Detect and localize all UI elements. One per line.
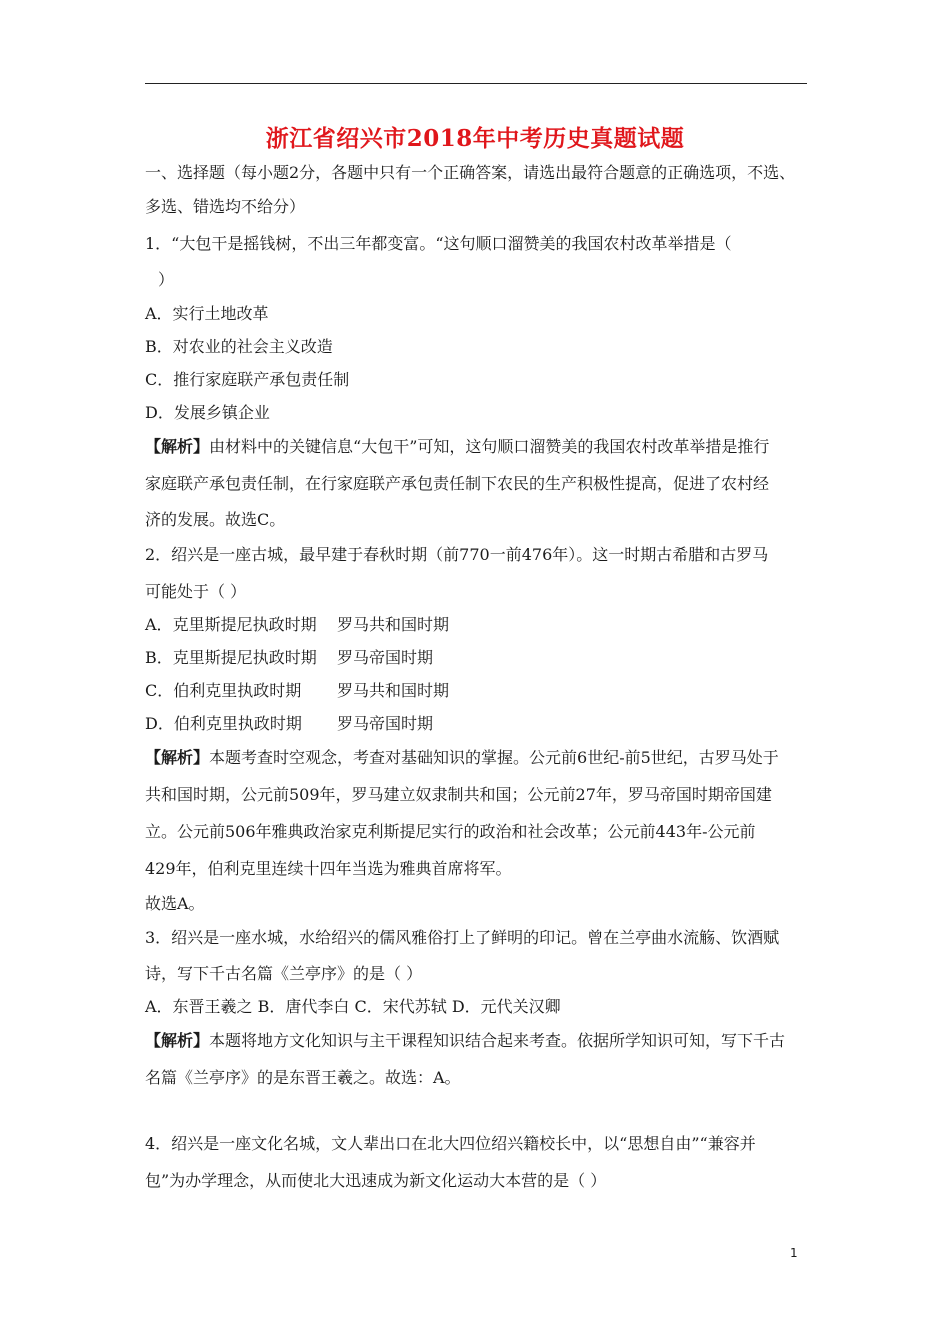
- q3-options: A．东晋王羲之 B．唐代李白 C．宋代苏轼 D．元代关汉卿: [145, 997, 561, 1016]
- q4-stem-line-1: 4．绍兴是一座文化名城，文人辈出口在北大四位绍兴籍校长中，以“思想自由”“兼容并: [145, 1134, 756, 1153]
- header-rule: [145, 83, 807, 84]
- q1-option-d: D．发展乡镇企业: [145, 403, 270, 422]
- q2-option-d: D．伯利克里执政时期 罗马帝国时期: [145, 714, 434, 733]
- q2-analysis-line-2: 共和国时期，公元前509年，罗马建立奴隶制共和国；公元前27年，罗马帝国时期帝国建: [145, 785, 772, 804]
- q1-analysis-line-1: [145, 437, 769, 457]
- q2-analysis-line-1: [145, 748, 779, 768]
- q4-stem-line-2: 包”为办学理念，从而使北大迅速成为新文化运动大本营的是（ ）: [145, 1171, 607, 1190]
- q3-stem-line-2: 诗，写下千古名篇《兰亭序》的是（ ）: [145, 964, 423, 983]
- q1-option-b: B．对农业的社会主义改造: [145, 337, 333, 356]
- document-title: 浙江省绍兴市2018年中考历史真题试题: [265, 125, 685, 152]
- q3-analysis-tag: 【解析】: [145, 1031, 210, 1050]
- q2-analysis-line-4: 429年，伯利克里连续十四年当选为雅典首席将军。: [145, 859, 512, 878]
- page-number: 1: [790, 1246, 798, 1260]
- q1-analysis-tag: 【解析】: [145, 437, 210, 456]
- q1-analysis-text-1: 由材料中的关键信息“大包干”可知，这句顺口溜赞美的我国农村改革举措是推行: [209, 437, 770, 456]
- q3-stem-line-1: 3．绍兴是一座水城，水给绍兴的儒风雅俗打上了鲜明的印记。曾在兰亭曲水流觞、饮酒赋: [145, 928, 780, 947]
- q1-analysis-line-2: 家庭联产承包责任制，在行家庭联产承包责任制下农民的生产积极性提高，促进了农村经: [145, 474, 770, 493]
- q2-analysis-tag: 【解析】: [145, 748, 210, 767]
- q2-option-b: B．克里斯提尼执政时期 罗马帝国时期: [145, 648, 434, 667]
- q2-option-a: A．克里斯提尼执政时期 罗马共和国时期: [145, 615, 450, 634]
- q3-analysis-text-1: 本题将地方文化知识与主干课程知识结合起来考查。依据所学知识可知，写下千古: [209, 1031, 786, 1050]
- section-header-line-1: 一、选择题（每小题2分，各题中只有一个正确答案，请选出最符合题意的正确选项，不选、: [145, 163, 796, 182]
- q1-option-c: C．推行家庭联产承包责任制: [145, 370, 350, 389]
- section-header-line-2: 多选、错选均不给分）: [145, 197, 306, 216]
- q2-analysis-text-1: 本题考查时空观念，考查对基础知识的掌握。公元前6世纪-前5世纪，古罗马处于: [209, 748, 779, 767]
- q2-stem-line-2: 可能处于（ ）: [145, 582, 247, 601]
- q1-stem-line-1: 1．“大包干是摇钱树，不出三年都变富。“这句顺口溜赞美的我国农村改革举措是（: [145, 234, 732, 253]
- q2-analysis-line-3: 立。公元前506年雅典政治家克利斯提尼实行的政治和社会改革；公元前443年-公元前: [145, 822, 756, 841]
- q1-stem-line-2: ）: [158, 270, 175, 289]
- q2-stem-line-1: 2．绍兴是一座古城，最早建于春秋时期（前770一前476年）。这一时期古希腊和古罗马: [145, 545, 769, 564]
- q3-analysis-line-2: 名篇《兰亭序》的是东晋王羲之。故选：A。: [145, 1068, 461, 1087]
- q2-analysis-line-5: 故选A。: [145, 894, 205, 913]
- q1-option-a: A．实行土地改革: [145, 304, 269, 323]
- q3-analysis-line-1: [145, 1031, 785, 1051]
- q2-option-c: C．伯利克里执政时期 罗马共和国时期: [145, 681, 450, 700]
- q1-analysis-line-3: 济的发展。故选C。: [145, 510, 286, 529]
